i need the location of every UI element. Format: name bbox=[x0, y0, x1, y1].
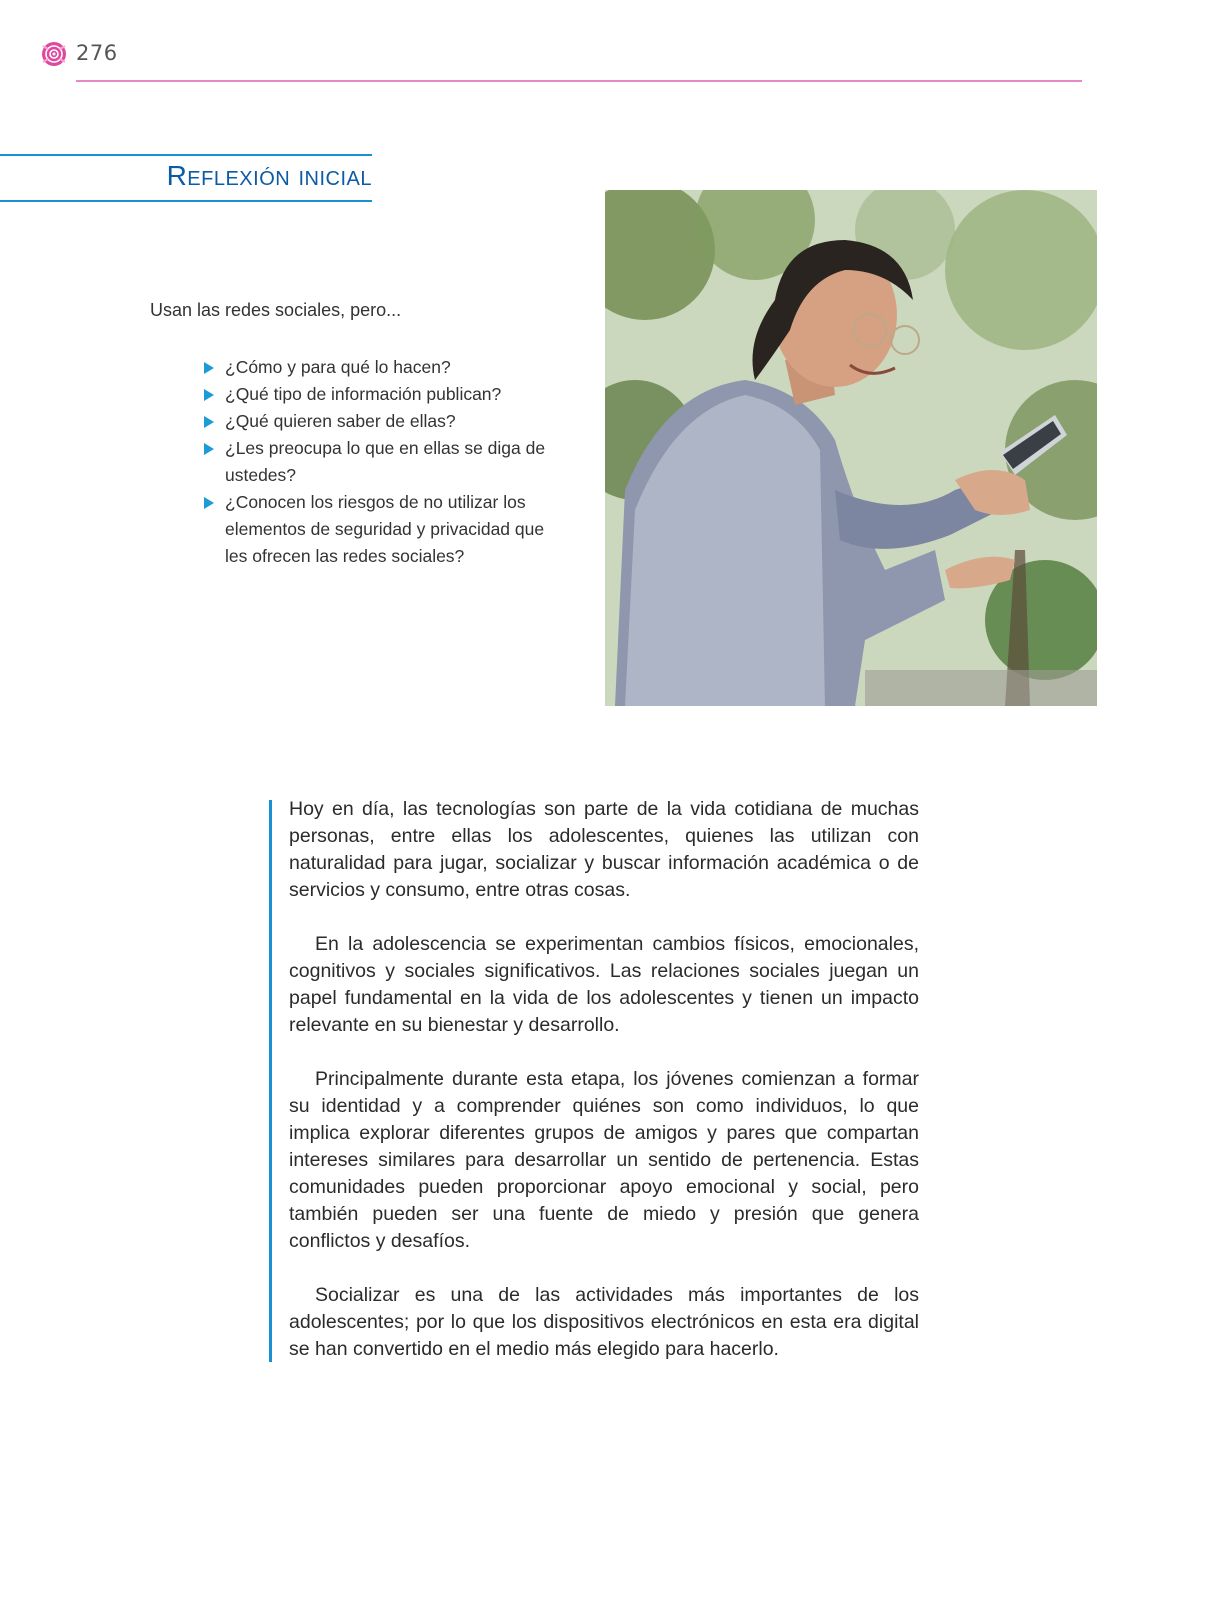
triangle-bullet-icon bbox=[204, 389, 214, 401]
list-item bbox=[204, 381, 554, 408]
body-text bbox=[289, 796, 919, 1390]
triangle-bullet-icon bbox=[204, 443, 214, 455]
triangle-bullet-icon bbox=[204, 497, 214, 509]
decorative-flower-icon bbox=[40, 40, 68, 68]
section-rule-top bbox=[0, 154, 372, 156]
header-rule bbox=[76, 80, 1082, 82]
body-accent-bar bbox=[269, 800, 272, 1362]
question-list bbox=[204, 354, 554, 570]
paragraph: Principalmente durante esta etapa, los jóvenes comienzan a formar su identidad y a comprender quiénes son como individuos, lo que implica explorar diferentes grupos de amigos y pares que compartan intereses similares para desarrollar un sentido de pertenencia. Estas comunidades pueden proporcionar apoyo emocional y social, pero también pueden ser una fuente de miedo y presión que genera conflictos y desafíos. bbox=[289, 1068, 919, 1252]
photo-teen-with-phone bbox=[605, 190, 1097, 706]
paragraph: En la adolescencia se experimentan cambios físicos, emocionales, cognitivos y sociales significativos. Las relaciones sociales juegan un papel fundamental en la vida de los adolescentes y tienen un impacto relevante en su bienestar y desarrollo. bbox=[289, 933, 919, 1036]
list-item bbox=[204, 435, 554, 489]
list-item bbox=[204, 489, 554, 570]
question-text: ¿Les preocupa lo que en ellas se diga de ustedes? bbox=[225, 438, 546, 485]
paragraph: Socializar es una de las actividades más importantes de los adolescentes; por lo que los dispositivos electrónicos en esta era digital se han convertido en el medio más elegido para hacerlo. bbox=[289, 1284, 919, 1360]
triangle-bullet-icon bbox=[204, 416, 214, 428]
intro-text: Usan las redes sociales, pero... bbox=[150, 300, 402, 320]
list-item bbox=[204, 354, 554, 381]
question-text: ¿Conocen los riesgos de no utilizar los elementos de seguridad y privacidad que les ofrecen las redes sociales? bbox=[225, 492, 545, 566]
page-number: 276 bbox=[76, 41, 118, 65]
question-text: ¿Cómo y para qué lo hacen? bbox=[225, 357, 451, 377]
section-rule-bottom bbox=[0, 200, 372, 202]
list-item bbox=[204, 408, 554, 435]
question-text: ¿Qué quieren saber de ellas? bbox=[225, 411, 456, 431]
section-title: Reflexión inicial bbox=[166, 160, 372, 191]
paragraph: Hoy en día, las tecnologías son parte de la vida cotidiana de muchas personas, entre ellas los adolescentes, quienes las utilizan con naturalidad para jugar, socializar y buscar información académica o de servicios y consumo, entre otras cosas. bbox=[289, 798, 919, 901]
triangle-bullet-icon bbox=[204, 362, 214, 374]
question-text: ¿Qué tipo de información publican? bbox=[225, 384, 502, 404]
